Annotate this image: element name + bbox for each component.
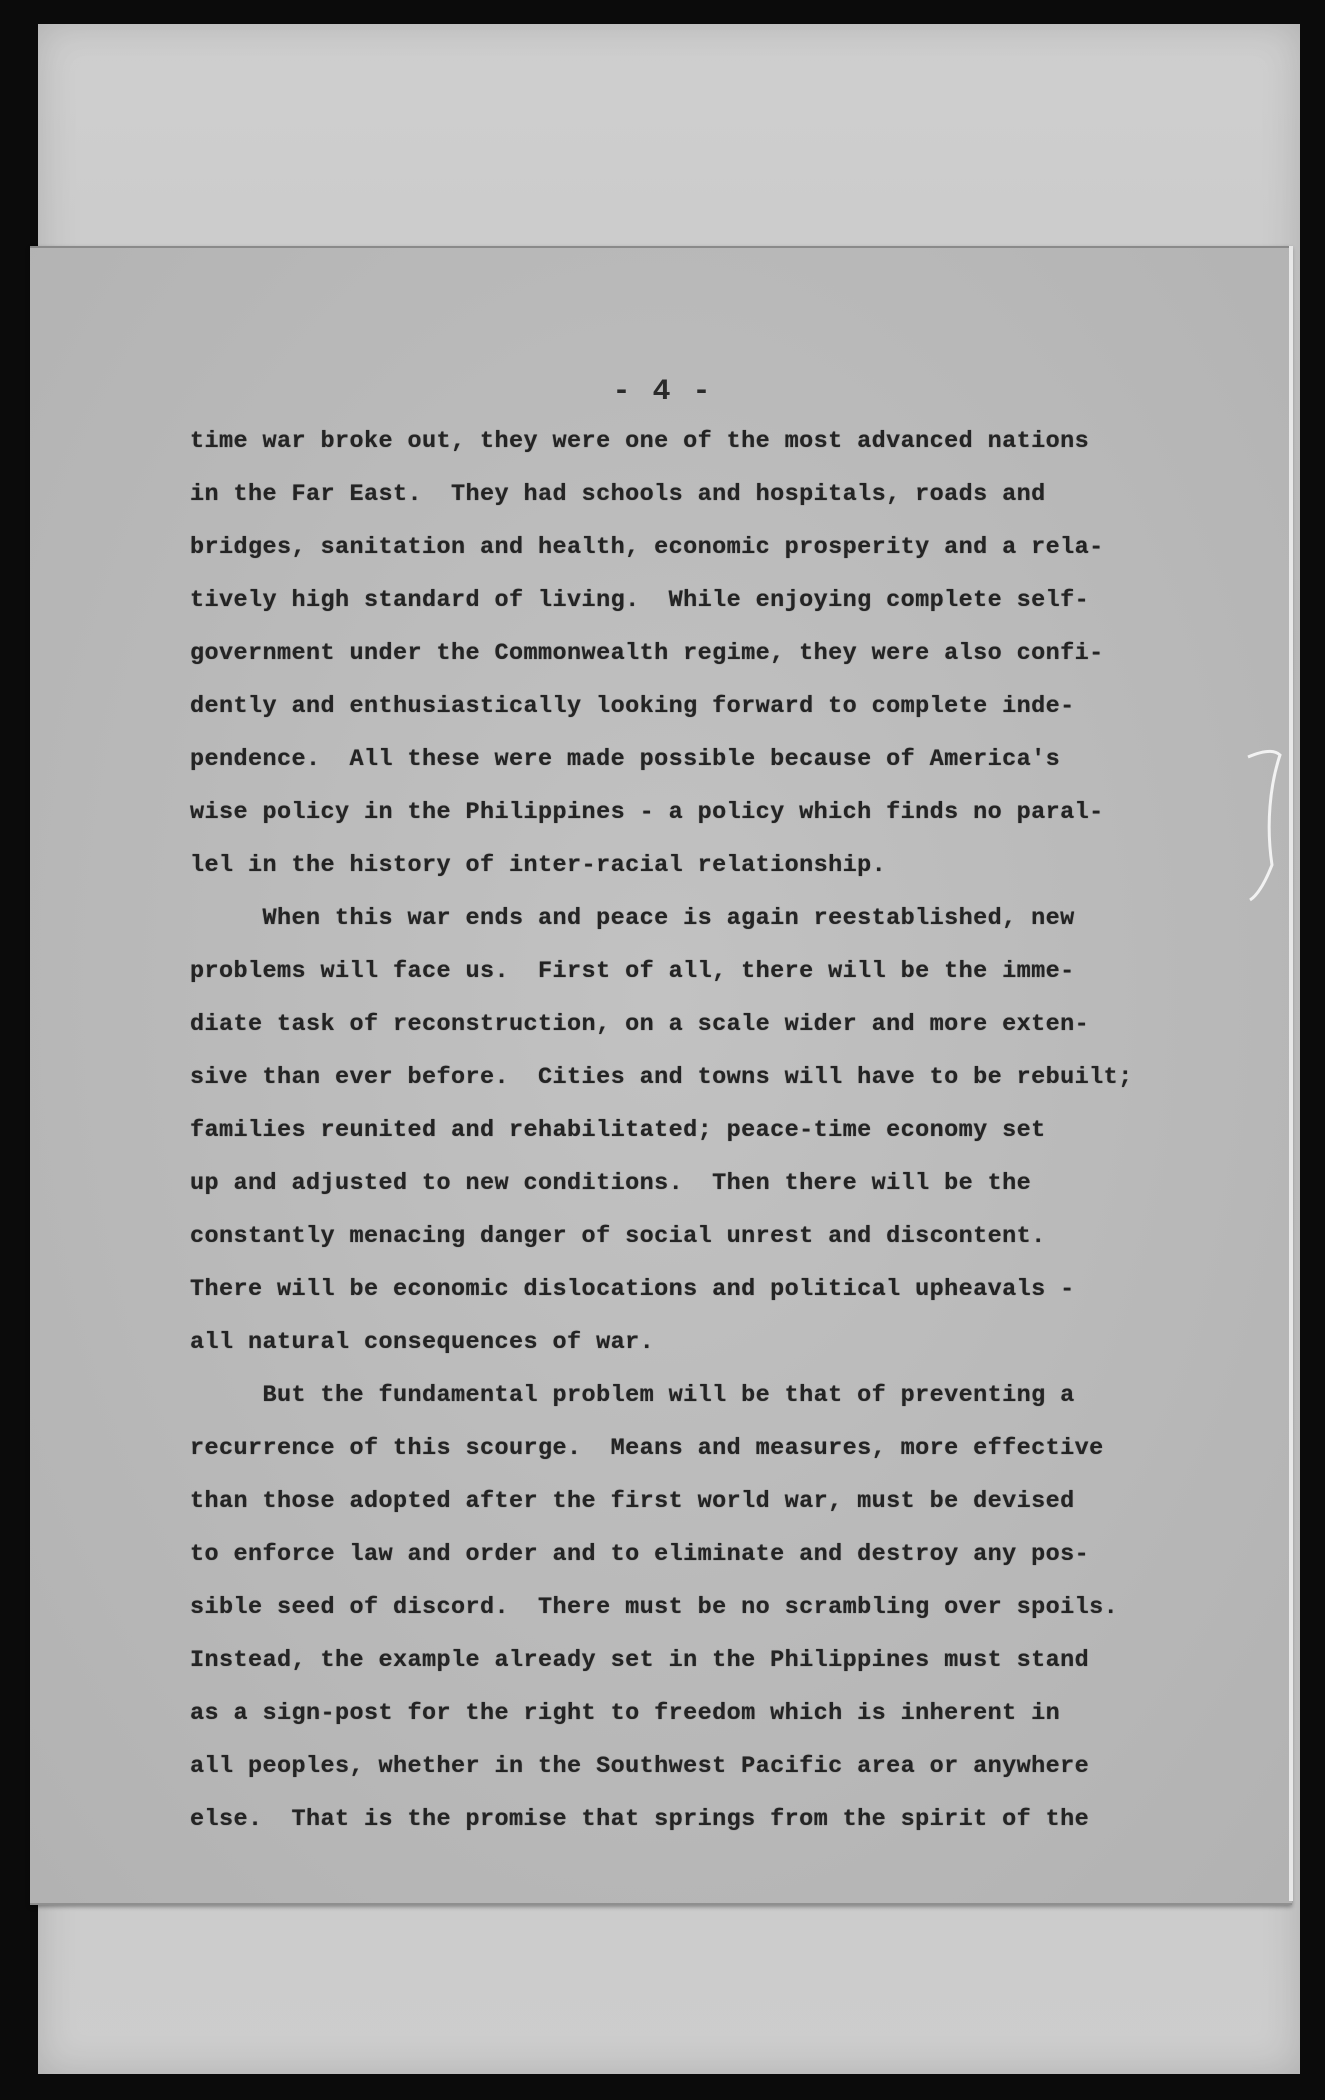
text-line: all natural consequences of war.	[190, 1329, 655, 1356]
text-line: sive than ever before. Cities and towns will have to be rebuilt;	[190, 1064, 1133, 1091]
text-line: wise policy in the Philippines - a policy which finds no paral-	[190, 799, 1104, 826]
text-line: time war broke out, they were one of the most advanced nations	[190, 428, 1090, 455]
text-line: pendence. All these were made possible because of America's	[190, 746, 1061, 773]
text-line: tively high standard of living. While enjoying complete self-	[190, 587, 1090, 614]
text-line: problems will face us. First of all, there will be the imme-	[190, 958, 1075, 985]
text-line: as a sign-post for the right to freedom which is inherent in	[190, 1700, 1061, 1727]
text-line: diate task of reconstruction, on a scale wider and more exten-	[190, 1011, 1090, 1038]
text-line: government under the Commonwealth regime, they were also confi-	[190, 640, 1104, 667]
text-line: sible seed of discord. There must be no scrambling over spoils.	[190, 1594, 1119, 1621]
text-line: Instead, the example already set in the Philippines must stand	[190, 1647, 1090, 1674]
text-line: constantly menacing danger of social unrest and discontent.	[190, 1223, 1046, 1250]
text-line: lel in the history of inter-racial relationship.	[190, 852, 887, 879]
text-line: But the fundamental problem will be that of preventing a	[190, 1382, 1075, 1409]
text-line: dently and enthusiastically looking forward to complete inde-	[190, 693, 1075, 720]
text-line: bridges, sanitation and health, economic prosperity and a rela-	[190, 534, 1104, 561]
text-line: recurrence of this scourge. Means and measures, more effective	[190, 1435, 1104, 1462]
text-line: in the Far East. They had schools and hospitals, roads and	[190, 481, 1046, 508]
text-line: else. That is the promise that springs from the spirit of the	[190, 1806, 1090, 1833]
page-number: - 4 -	[612, 375, 713, 409]
margin-scribble	[1240, 745, 1300, 905]
text-line: all peoples, whether in the Southwest Pacific area or anywhere	[190, 1753, 1090, 1780]
text-line: When this war ends and peace is again reestablished, new	[190, 905, 1075, 932]
text-line: families reunited and rehabilitated; peace-time economy set	[190, 1117, 1046, 1144]
sheet-edge	[1289, 246, 1293, 1901]
text-line: up and adjusted to new conditions. Then there will be the	[190, 1170, 1032, 1197]
text-line: There will be economic dislocations and political upheavals -	[190, 1276, 1075, 1303]
text-line: to enforce law and order and to eliminate and destroy any pos-	[190, 1541, 1090, 1568]
text-line: than those adopted after the first world war, must be devised	[190, 1488, 1075, 1515]
